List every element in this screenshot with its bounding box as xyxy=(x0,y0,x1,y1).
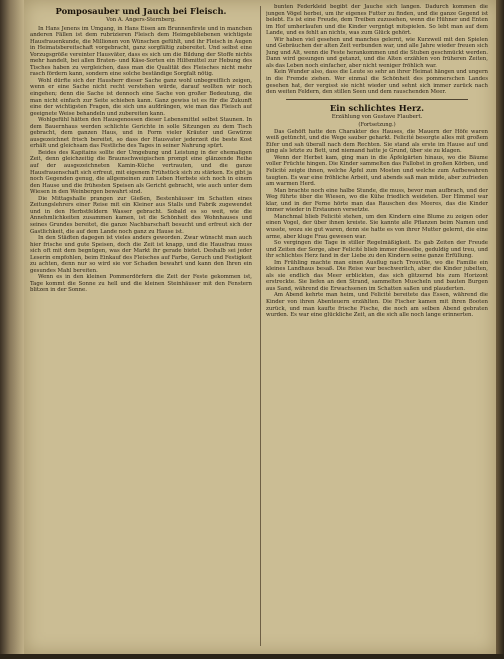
left-column xyxy=(30,4,252,652)
left-paragraph: Wohl dürfte sich der Hausherr dieser Sache ganz wohl unbegreiflich zeigen, wenn er eine Sache nicht recht verstehen würde, darauf wollten wir noch eingehen; denn die Sache ist dennoch eine Sache von großer Bedeutung, die man nicht einfach zur Seite schieben kann. Ganz gewiss ist es für die Zukunft eine der wichtigsten Fragen, die sich uns aufdrängen, wie man das Fleisch auf geeignete Weise behandeln und zubereiten kann. xyxy=(30,77,252,117)
story-title: Ein schlichtes Herz. xyxy=(329,102,425,113)
left-paragraph: In Hans Jenens im Umgang, in Hans Eisen am Brunnenfirste und in manchen anderen Fällen ist dem rubrizieren Fleisch dem Heimgebliebenen wichtigste Hausfrauenkunde, die Millionen von Wünschen gefühlt, und ihr Fleisch in Augen in Heimatsbereitschaft vorgebracht, ganz sorgfältig zubereitet. Und selbst eine Vorzugsgröße vereinter Hausväter, dass es sich um die Bildung der Stoffe nichts mehr handelt, bei allen Braten- und Käse-Sorten ein Hilfsmittel zur Hebung des Tisches haben zu vergleichen, dass man die Qualität des Fleisches nicht mehr rasch fördern kann, sondern eine solche beständige Sorgfalt nötig. xyxy=(30,25,252,78)
bottom-edge xyxy=(0,654,504,659)
book-edge xyxy=(496,0,504,659)
right-paragraph: Kein Wunder also, dass die Leute so sehr an ihrer Heimat hängen und ungern in die Fremde ziehen. Wer einmal die Schönheit des pommerschen Landes gesehen hat, der vergisst sie nicht wieder und sehnt sich immer zurück nach den weiten Feldern, den stillen Seen und dem rauschenden Meer. xyxy=(266,69,488,96)
story-paragraph: Manchmal blieb Felicité stehen, um den Kindern eine Blume zu zeigen oder einen Vogel, der über ihnen kreiste. Sie kannte alle Pflanzen beim Namen und wusste, wozu sie gut waren, denn sie hatte es von ihrer Mutter gelernt, die eine arme, aber kluge Frau gewesen war. xyxy=(266,213,488,240)
left-paragraph: In den Städten dagegen ist vieles anders geworden. Zwar wünscht man auch hier frische und gute Speisen, doch die Zeit ist knapp, und die Hausfrau muss sich oft mit dem begnügen, was der Markt ihr gerade bietet. Deshalb sei jeder Leserin empfohlen, beim Einkauf des Fleisches auf Farbe, Geruch und Festigkeit zu achten, denn nur so wird sie vor Schaden bewahrt und kann den Ihren ein gesundes Mahl bereiten. xyxy=(30,235,252,274)
right-paragraph: Wir haben viel gesehen und manches gelernt, wie Kurzweil mit den Spielen und Gebräuchen der alten Zeit verbunden war, und alle Jahre wieder freuen sich Jung und Alt, wenn die Feste herankommen und die Stuben geschmückt werden. Dann wird gesungen und getanzt, und die Alten erzählen von früheren Zeiten, als das Leben noch einfacher, aber nicht weniger fröhlich war. xyxy=(266,36,488,69)
left-paragraph: Die Mittagshalle prangen zur Gießen, Bestenhäuser im Schatten eines Zeitungslehrers einer Reise mit ein Kleiner aus Stalls und Fabrik zugewendet und in den Herbstfeldern Wasser gebracht. Sobald es so weit, wie die Annehmlichkeiten zusammen kamen, ist die Schönheit des Wohnhauses und seines Grundes bereitet, die ganze Nachbarschaft besucht und erfreut sich der Gastlichkeit, die auf dem Lande noch ganz zu Hause ist. xyxy=(30,195,252,235)
story-paragraph: Man brachte noch eine halbe Stunde, die muss, bevor man aufbrach, und der Weg führte über die Wiesen, wo die Kühe friedlich weideten. Der Himmel war klar, und in der Ferne hörte man das Rauschen des Meeres, das die Kinder immer wieder in Erstaunen versetzte. xyxy=(266,187,488,214)
right-paragraph: bunten Federkleid begibt der Jauche sich langen. Dadurch kommen die jungen Vögel herbei, um ihr eigenes Futter zu finden, und die ganze Gegend ist belebt. Es ist eine Freude, dem Treiben zuzusehen, wenn die Hühner und Enten im Hof umherlaufen und die Kinder vergnügt mitspielen. So lebt man auf dem Lande, und es fehlt an nichts, was zum Glück gehört. xyxy=(266,4,488,37)
left-article-title: Pomposauber und Jauch bei Fleisch. xyxy=(55,6,227,16)
left-paragraph: Beides des Kapitains sollte der Umgebung und Leistung in der ehemaligen Zeit, denn gleichzeitig die Braunschweigischen prompt eine glänzende Reihe auf der ausgezeichneten Kamin-Küche vertrauten, und die ganze Hausfrauenschaft sich erfreut, mit eigenem Frühstück sich zu stärken. Es gibt ja noch Gegenden genug, die allgemeinen zum Leben Herbste sich noch in einem den Hause und die frühesten Speisen als Gericht gebracht, wie auch unter dem Wiesen in den Weinbergen bewahrt sind. xyxy=(30,149,252,196)
column-divider xyxy=(260,6,261,646)
newspaper-page xyxy=(24,0,496,654)
left-paragraph: Wenn es in den kleinen Pommerdörfern die Zeit der Feste gekommen ist, Tage kommt die Sonne zu hell und die kleinen Steinhäuser mit den Fenstern blitzen in der Sonne. xyxy=(30,274,252,294)
right-column xyxy=(266,4,488,652)
story-paragraph: Im Frühling machte man einen Ausflug nach Trouville, wo die Familie ein kleines Landhaus besaß. Die Reise war beschwerlich, aber die Kinder jubelten, als sie endlich das Meer erblickten, das sich glitzernd bis zum Horizont erstreckte. Sie liefen an den Strand, sammelten Muscheln und bauten Burgen aus Sand, während die Erwachsenen im Schatten saßen und plauderten. xyxy=(266,259,488,292)
story-paragraph: Am Abend kehrte man heim, und Felicité bereitete das Essen, während die Kinder von ihren Abenteuern erzählten. Die Fischer kamen mit ihren Booten zurück, und man kaufte frische Fische, die noch am selben Abend gebraten wurden. Es war eine glückliche Zeit, an die sich alle noch lange erinnerten. xyxy=(266,292,488,319)
previous-page-fragment xyxy=(0,0,26,659)
section-rule xyxy=(286,99,468,100)
story-paragraph: So vergingen die Tage in stiller Regelmäßigkeit. Es gab Zeiten der Freude und Zeiten der Sorge, aber Felicité blieb immer dieselbe, geduldig und treu, und ihr schlichtes Herz fand in der Liebe zu den Kindern seine ganze Erfüllung. xyxy=(266,240,488,260)
story-paragraph: Das Gehöft hatte den Charakter des Hauses, die Mauern der Höfe waren weiß getüncht, und die Wege sauber geharkt. Felicité besorgte alles mit großem Eifer und sah überall nach dem Rechten. Sie stand als erste im Hause auf und ging als letzte zu Bett, und niemand hatte je Grund, über sie zu klagen. xyxy=(266,128,488,155)
left-paragraph: Wohlgefühl hätten den Hausgenossen dieser Lebensmittel selbst Staunen. In dem Bauernhaus werden schlichte Gerichte in solle Sitzungen zu dem Tisch gebracht, dem ganzen Haus, und in Form vieler Kräuter und Gewürze ausgezeichnet frisch bereitet, so dass der Hausvater jederzeit die beste Kost erhält und gleichsam das Festliche des Tages in seiner Nahrung spürt. xyxy=(30,117,252,150)
left-article-byline: Von A. Angers-Sternberg. xyxy=(106,17,176,23)
story-continuation-note: (Fortsetzung.) xyxy=(358,122,396,129)
story-paragraph: Wenn der Herbst kam, ging man in die Äpfelgärten hinaus, wo die Bäume voller Früchte hingen. Die Kinder sammelten das Fallobst in großen Körben, und Felicité zeigte ihnen, welche Äpfel zum Mosten und welche zum Aufbewahren taugten. Es war eine fröhliche Arbeit, und abends saß man müde, aber zufrieden am warmen Herd. xyxy=(266,154,488,188)
story-byline: Erzählung von Gustave Flaubert. xyxy=(331,113,423,120)
